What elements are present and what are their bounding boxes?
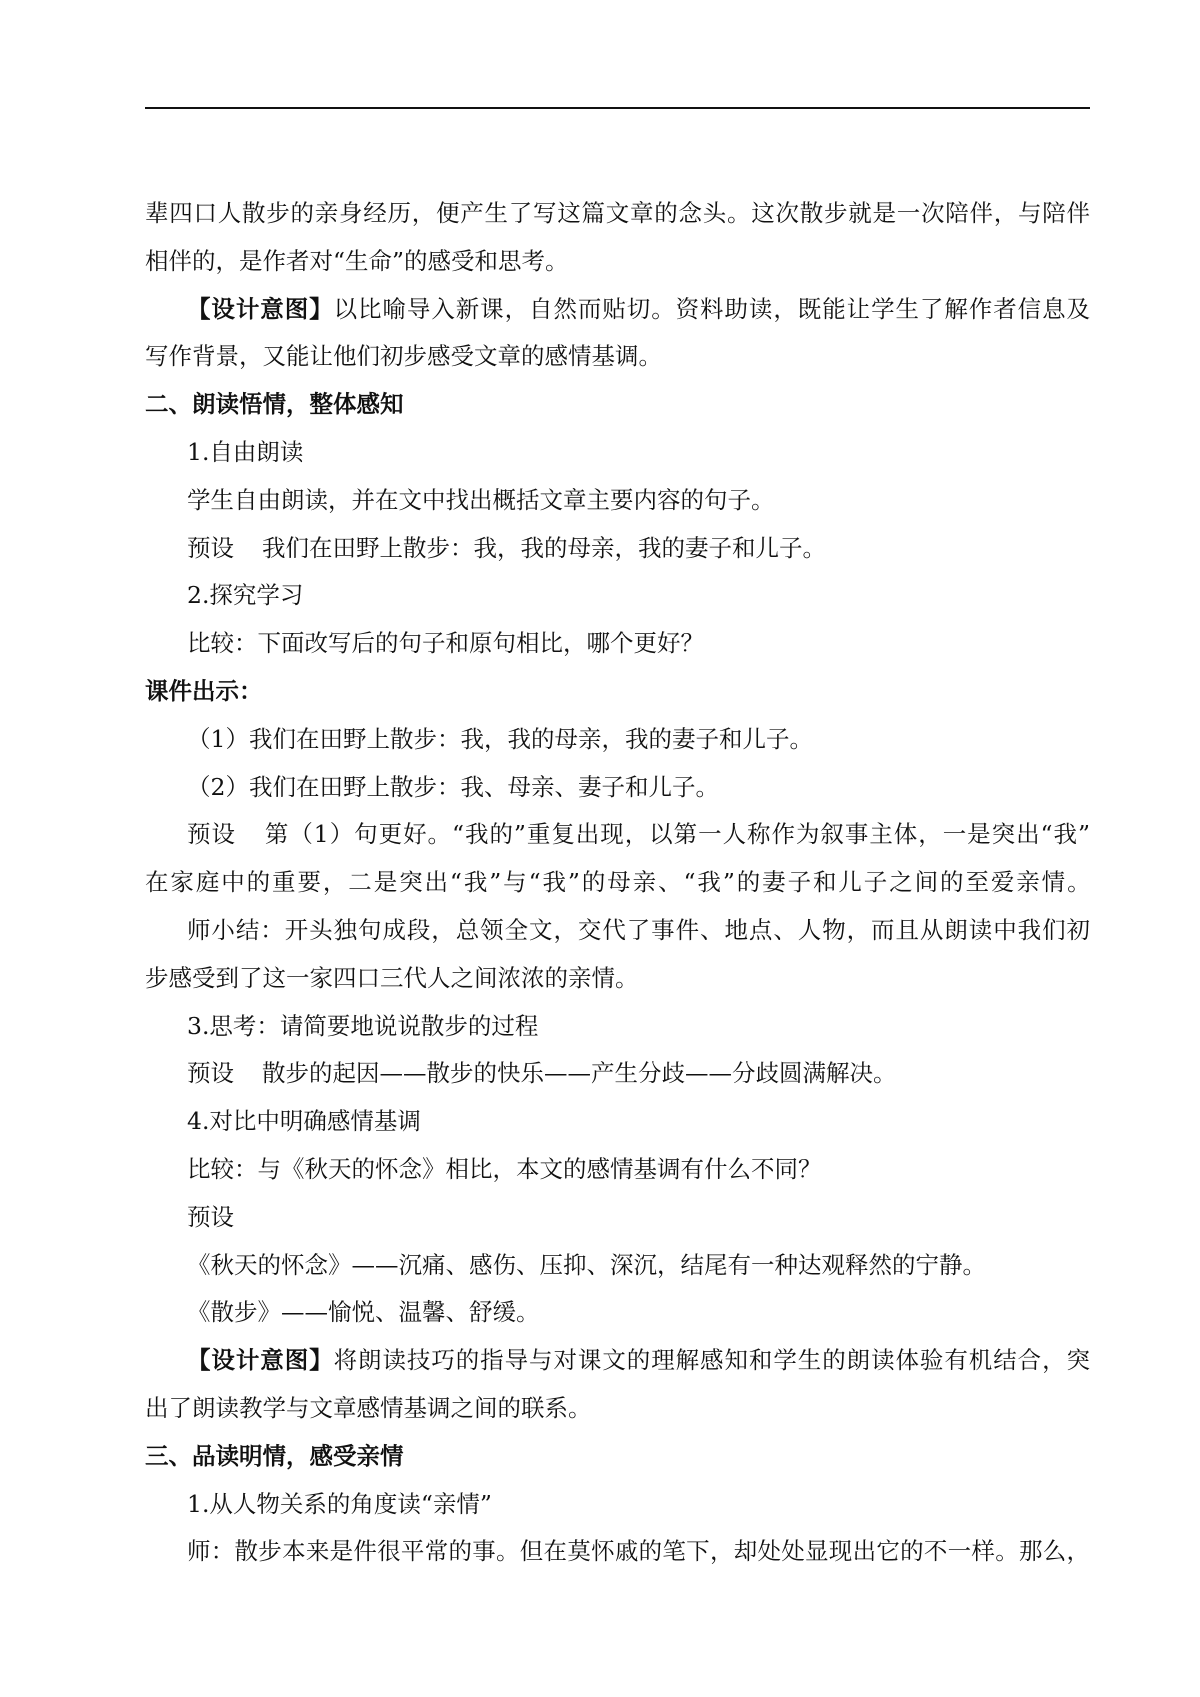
courseware-item: （2）我们在田野上散步：我、母亲、妻子和儿子。 <box>187 772 719 801</box>
section-heading-2: 二、朗读悟情，整体感知 <box>145 390 404 419</box>
subsection-title: 3.思考：请简要地说说散步的过程 <box>187 1011 539 1040</box>
design-intent-tag: 【设计意图】 <box>187 294 334 323</box>
paragraph-line: 出了朗读教学与文章感情基调之间的联系。 <box>145 1393 592 1422</box>
subsection-title: 4.对比中明确感情基调 <box>187 1107 421 1136</box>
paragraph-line: 学生自由朗读，并在文中找出概括文章主要内容的句子。 <box>187 485 775 514</box>
preset-line <box>145 1050 1090 1098</box>
preset-line <box>145 811 1090 859</box>
preset-text: 第（1）句更好。“我的”重复出现，以第一人称作为叙事主体，一是突出“我” <box>263 820 1090 849</box>
paragraph-line: 写作背景，又能让他们初步感受文章的感情基调。 <box>145 342 662 371</box>
preset-label: 预设 <box>187 820 236 849</box>
paragraph-line: 相伴的，是作者对“生命”的感受和思考。 <box>145 246 569 275</box>
teacher-summary-line: 师小结：开头独句成段，总领全文，交代了事件、地点、人物，而且从朗读中我们初 <box>187 915 1090 944</box>
subsection-title: 1.从人物关系的角度读“亲情” <box>187 1489 492 1518</box>
design-intent-text: 将朗读技巧的指导与对课文的理解感知和学生的朗读体验有机结合，突 <box>333 1346 1091 1375</box>
paragraph-line: 师：散步本来是件很平常的事。但在莫怀戚的笔下，却处处显现出它的不一样。那么， <box>187 1537 1090 1566</box>
comparison-line: 《秋天的怀念》——沉痛、感伤、压抑、深沉，结尾有一种达观释然的宁静。 <box>187 1250 986 1279</box>
courseware-heading: 课件出示： <box>145 676 263 705</box>
design-intent-tag: 【设计意图】 <box>187 1346 334 1375</box>
preset-text: 散步的起因——散步的快乐——产生分歧——分歧圆满解决。 <box>262 1059 897 1088</box>
preset-label: 预设 <box>187 1202 234 1231</box>
preset-text: 我们在田野上散步：我，我的母亲，我的妻子和儿子。 <box>262 533 826 562</box>
paragraph-line: 比较：与《秋天的怀念》相比，本文的感情基调有什么不同？ <box>187 1154 822 1183</box>
comparison-line: 《散步》——愉悦、温馨、舒缓。 <box>187 1298 540 1327</box>
design-intent-line <box>145 286 1090 334</box>
preset-line <box>145 525 1090 573</box>
design-intent-text: 以比喻导入新课，自然而贴切。资料助读，既能让学生了解作者信息及 <box>333 294 1091 323</box>
design-intent-line <box>145 1337 1090 1385</box>
courseware-item: （1）我们在田野上散步：我，我的母亲，我的妻子和儿子。 <box>187 724 813 753</box>
header-rule <box>145 107 1090 109</box>
subsection-title: 2.探究学习 <box>187 581 304 610</box>
paragraph-line: 步感受到了这一家四口三代人之间浓浓的亲情。 <box>145 963 639 992</box>
subsection-title: 1.自由朗读 <box>187 437 304 466</box>
preset-label: 预设 <box>187 533 234 562</box>
paragraph-line: 在家庭中的重要，二是突出“我”与“我”的母亲、“我”的妻子和儿子之间的至爱亲情。 <box>145 868 1090 897</box>
document-body <box>145 190 1090 1576</box>
paragraph-line: 辈四口人散步的亲身经历，便产生了写这篇文章的念头。这次散步就是一次陪伴，与陪伴 <box>145 199 1090 227</box>
preset-label: 预设 <box>187 1059 234 1088</box>
paragraph-line: 比较：下面改写后的句子和原句相比，哪个更好？ <box>187 629 704 658</box>
section-heading-3: 三、品读明情，感受亲情 <box>145 1441 404 1470</box>
